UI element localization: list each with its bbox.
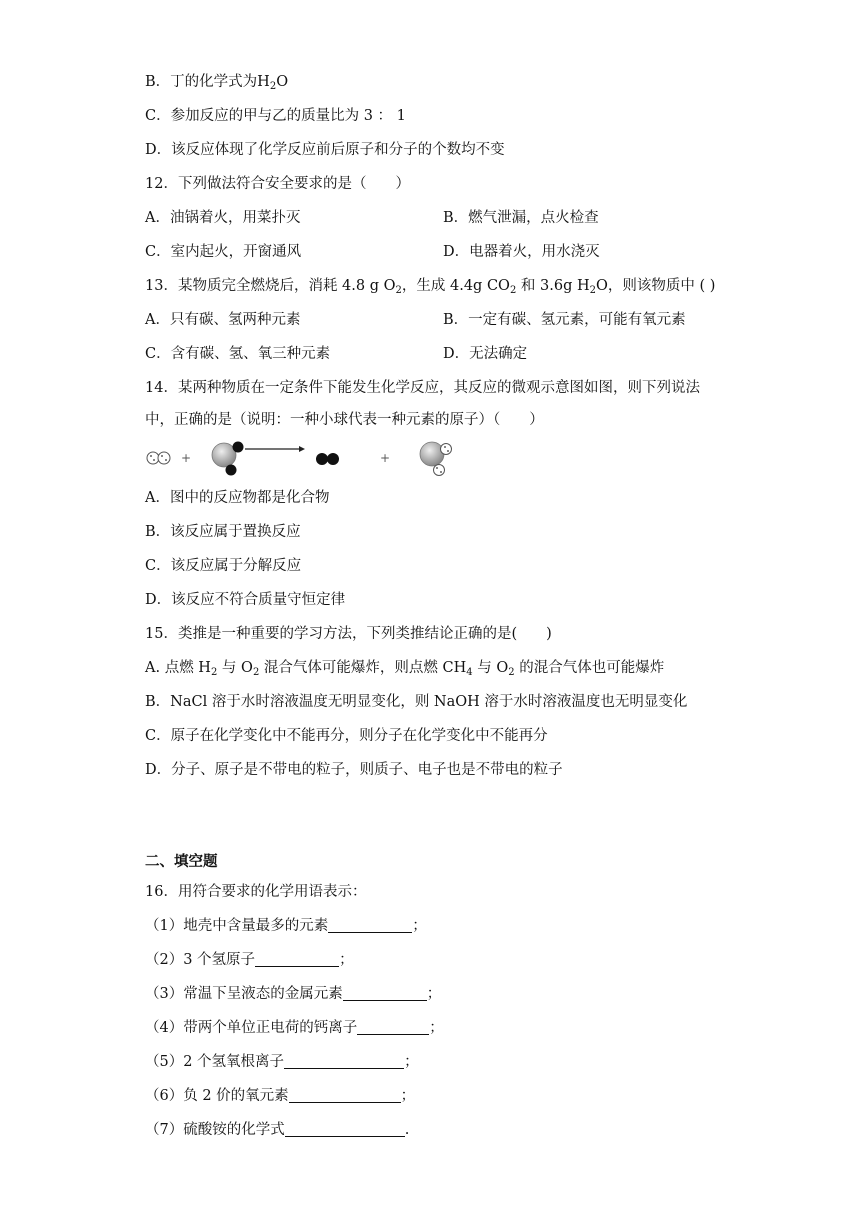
subscript: 2 <box>252 667 260 678</box>
option-12-d: D．电器着火，用水浇灭 <box>443 244 600 260</box>
option-12-a: A．油锅着火，用菜扑灭 <box>145 210 301 226</box>
answer-blank[interactable] <box>289 1088 401 1103</box>
item-end: . <box>404 1122 410 1138</box>
item-end: ； <box>426 986 442 1002</box>
gray-black-molecule-reactant <box>212 442 244 476</box>
answer-blank[interactable] <box>284 1054 404 1069</box>
subscript: 2 <box>509 285 517 296</box>
option-part: 混合气体可能爆炸，则点燃 CH <box>259 660 467 676</box>
gray-dotted-molecule-product <box>420 442 452 476</box>
item-label: （7）硫酸铵的化学式 <box>145 1122 285 1138</box>
question-13-stem <box>145 276 715 301</box>
plus-sign: + <box>180 451 192 465</box>
option-11-c: C．参加反应的甲与乙的质量比为 3 ： 1 <box>145 108 406 124</box>
reaction-diagram <box>145 438 465 480</box>
item-end: ； <box>429 1020 444 1036</box>
answer-blank[interactable] <box>255 952 339 967</box>
option-12-c: C．室内起火，开窗通风 <box>145 244 302 260</box>
fill-item-3 <box>145 984 441 1004</box>
option-11-d: D．该反应体现了化学反应前后原子和分子的个数均不变 <box>145 142 505 158</box>
option-part: A. 点燃 H <box>145 660 211 676</box>
item-end: ； <box>404 1054 419 1070</box>
subscript: 2 <box>210 667 218 678</box>
fill-item-5 <box>145 1052 419 1072</box>
option-part: 与 O <box>217 660 253 676</box>
option-part: 的混合气体也可能爆炸 <box>514 660 665 676</box>
subscript: 2 <box>508 667 515 678</box>
answer-blank[interactable] <box>343 986 427 1001</box>
item-end: ； <box>412 918 427 934</box>
question-15-stem: 15．类推是一种重要的学习方法，下列类推结论正确的是( ) <box>145 626 552 642</box>
subscript: 4 <box>466 667 473 678</box>
question-16-stem: 16．用符合要求的化学用语表示： <box>145 884 367 900</box>
item-label: （2）3 个氢原子 <box>145 952 256 968</box>
item-label: （6）负 2 价的氧元素 <box>145 1088 289 1104</box>
option-11-b <box>145 72 288 97</box>
subscript: 2 <box>589 285 597 296</box>
option-15-b: B．NaCl 溶于水时溶液温度无明显变化，则 NaOH 溶于水时溶液温度也无明显变化 <box>145 694 688 710</box>
stem-part: O，则该物质中 ( ) <box>596 278 716 294</box>
option-14-b: B．该反应属于置换反应 <box>145 524 301 540</box>
answer-blank[interactable] <box>328 918 412 933</box>
stem-part: ，生成 4.4g CO <box>401 278 510 294</box>
option-part: 与 O <box>472 660 509 676</box>
black-molecule-product <box>316 453 339 465</box>
option-text: B．丁的化学式为 <box>145 74 258 90</box>
section-heading: 二、填空题 <box>145 853 218 870</box>
fill-item-4 <box>145 1018 444 1038</box>
fill-item-7 <box>145 1120 409 1140</box>
question-12-stem: 12．下列做法符合安全要求的是（ ） <box>145 176 410 192</box>
option-13-d: D．无法确定 <box>443 346 528 362</box>
option-14-c: C．该反应属于分解反应 <box>145 558 302 574</box>
subscript: 2 <box>269 81 277 92</box>
option-15-c: C．原子在化学变化中不能再分，则分子在化学变化中不能再分 <box>145 728 548 744</box>
fill-item-6 <box>145 1086 415 1106</box>
arrow-icon <box>245 446 305 452</box>
stem-part: 13．某物质完全燃烧后，消耗 4.8 g O <box>145 278 396 294</box>
option-13-c: C．含有碳、氢、氧三种元素 <box>145 346 331 362</box>
plus-sign: + <box>379 451 391 465</box>
item-label: （4）带两个单位正电荷的钙离子 <box>145 1020 358 1036</box>
option-15-a <box>145 658 664 683</box>
item-label: （3）常温下呈液态的金属元素 <box>145 986 343 1002</box>
question-14-stem-line1: 14．某两种物质在一定条件下能发生化学反应，其反应的微观示意图如图，则下列说法 <box>145 380 700 396</box>
option-15-d: D．分子、原子是不带电的粒子，则质子、电子也是不带电的粒子 <box>145 762 563 778</box>
question-14-stem-line2: 中，正确的是（说明：一种小球代表一种元素的原子）（ ） <box>145 412 544 428</box>
stem-part: 和 3.6g H <box>516 278 590 294</box>
option-13-b: B．一定有碳、氢元素，可能有氧元素 <box>443 312 686 328</box>
item-label: （5）2 个氢氧根离子 <box>145 1054 285 1070</box>
fill-item-2 <box>145 950 354 970</box>
formula-h: H <box>257 74 270 90</box>
fill-item-1 <box>145 916 427 936</box>
subscript: 2 <box>395 285 402 296</box>
item-end: ； <box>400 1088 416 1104</box>
option-12-b: B．燃气泄漏，点火检查 <box>443 210 599 226</box>
answer-blank[interactable] <box>285 1122 405 1137</box>
item-end: ； <box>339 952 354 968</box>
formula-o: O <box>276 74 289 90</box>
option-13-a: A．只有碳、氢两种元素 <box>145 312 301 328</box>
dotted-molecule-reactant <box>147 452 170 464</box>
answer-blank[interactable] <box>357 1020 429 1035</box>
item-label: （1）地壳中含量最多的元素 <box>145 918 329 934</box>
option-14-d: D．该反应不符合质量守恒定律 <box>145 592 346 608</box>
option-14-a: A．图中的反应物都是化合物 <box>145 490 330 506</box>
